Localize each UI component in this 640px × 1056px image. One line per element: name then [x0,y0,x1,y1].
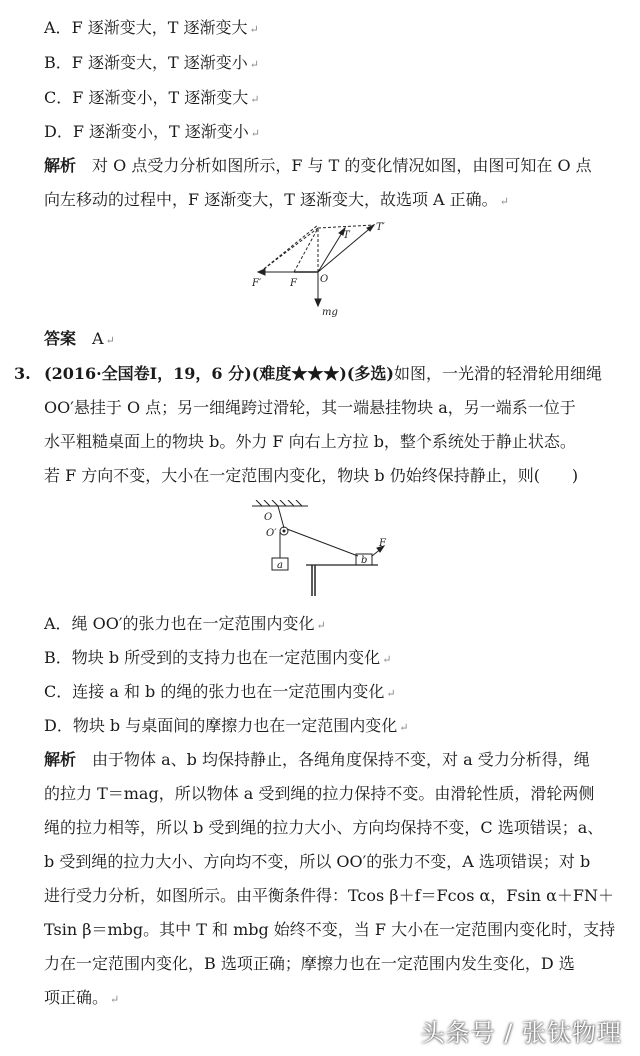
q2-answer: 答案 A ↵ [44,329,115,348]
q3-analysis-line-7: 力在一定范围内变化，B 选项正确；摩擦力也在一定范围内发生变化，D 选 [44,954,575,973]
rope-oo-prime [278,506,284,528]
option-c: C．F 逐渐变小，T 逐渐变大 ↵ [44,88,260,107]
q3-analysis-line-1: 解析 由于物体 a、b 均保持静止，各绳角度保持不变，对 a 受力分析得，绳 [44,750,590,769]
q3-analysis-line-5: 进行受力分析，如图所示。由平衡条件得：Tcos β＋f＝Fcos α，Fsin α＋FN＋ [44,886,615,905]
q3-stem-line-2: OO′悬挂于 O 点；另一细绳跨过滑轮，其一端悬挂物块 a，另一端系一位于 [44,398,576,417]
q3-analysis-line-2: 的拉力 T＝mag，所以物体 a 受到绳的拉力保持不变。由滑轮性质，滑轮两侧 [44,784,595,803]
label-o-prime: O′ [266,528,277,539]
option-b: B．F 逐渐变大，T 逐渐变小 ↵ [44,53,259,72]
q3-analysis-line-8: 项正确。 ↵ [44,988,120,1007]
label-b: b [361,555,368,566]
q2-analysis-line-2: 向左移动的过程中，F 逐渐变大，T 逐渐变大，故选项 A 正确。 ↵ [44,190,509,209]
q3-stem-line-3: 水平粗糙桌面上的物块 b。外力 F 向右上方拉 b，整个系统处于静止状态。 [44,432,576,451]
label-f-prime: F′ [252,278,262,289]
answer-value: A [92,329,104,348]
label-f: F [379,538,386,549]
watermark: 头条号 / 张钛物理 [420,1019,622,1047]
force-diagram-o [250,220,400,322]
pulley-diagram [248,500,400,604]
label-f: F [290,278,297,289]
q3-stem-line-1: (2016·全国卷Ⅰ，19，6 分)(难度★★★)(多选)如图，一光滑的轻滑轮用细绳 [44,364,602,383]
q3-stem-line-4: 若 F 方向不变，大小在一定范围内变化，物块 b 仍始终保持静止，则( ) [44,466,579,485]
label-a: a [277,560,283,571]
q2-analysis-line-1: 解析 对 O 点受力分析如图所示，F 与 T 的变化情况如图，由图可知在 O 点 [44,156,592,175]
q3-number: 3. [14,364,31,383]
t-vector [318,228,345,272]
label-o: O [320,274,329,285]
option-d: D．F 逐渐变小，T 逐渐变小 ↵ [44,122,261,141]
q3-analysis-line-4: b 受到绳的拉力大小、方向均不变，所以 OO′的张力不变，A 选项错误；对 b [44,852,591,871]
answer-label: 答案 [44,329,77,348]
q3-option-d: D．物块 b 与桌面间的摩擦力也在一定范围内变化 ↵ [44,716,409,735]
analysis-label: 解析 [44,750,77,769]
q3-analysis-line-6: Tsin β＝mbg。其中 T 和 mbg 始终不变，当 F 大小在一定范围内变化时，支持 [44,920,616,939]
option-a: A．F 逐渐变大，T 逐渐变大 ↵ [44,18,259,37]
q3-source: (2016·全国卷Ⅰ，19，6 分)(难度★★★)(多选) [44,364,394,383]
paragraph-mark: ↵ [249,23,259,36]
label-t-prime: T′ [376,222,385,233]
label-o: O [264,512,273,523]
q3-analysis-line-3: 绳的拉力相等，所以 b 受到绳的拉力大小、方向均保持不变，C 选项错误；a、 [44,818,604,837]
q3-option-b: B．物块 b 所受到的支持力也在一定范围内变化 ↵ [44,648,392,667]
rope-b [287,529,358,556]
q3-option-c: C．连接 a 和 b 的绳的张力也在一定范围内变化 ↵ [44,682,396,701]
label-mg: mg [322,307,338,318]
analysis-label: 解析 [44,156,77,175]
q3-option-a: A．绳 OO′的张力也在一定范围内变化 ↵ [44,614,326,633]
label-t: T [343,230,350,241]
